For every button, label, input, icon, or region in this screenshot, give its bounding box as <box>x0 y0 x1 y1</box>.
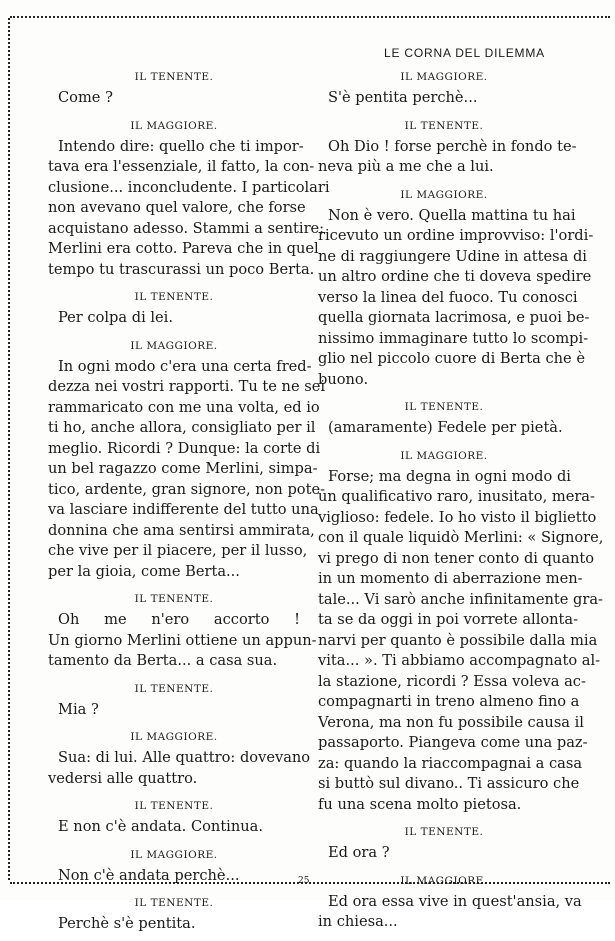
speaker-name: IL TENENTE. <box>134 682 214 695</box>
dialogue-line: in chiesa... <box>318 913 398 930</box>
speaker-name: IL TENENTE. <box>404 119 484 132</box>
dialogue-line: ricevuto un ordine improvviso: l'ordi- <box>318 227 594 244</box>
dialogue-line: fu una scena molto pietosa. <box>318 795 522 813</box>
dialogue-block <box>48 335 326 583</box>
dialogue-line: Non è vero. Quella mattina tu hai <box>328 206 576 224</box>
dialogue-line: tava era l'essenziale, il fatto, la con- <box>48 158 315 175</box>
dialogue-line: tale... Vi sarò anche infinitamente gra- <box>318 590 603 608</box>
dialogue-line: E non c'è andata. Continua. <box>58 818 263 835</box>
dialogue-line: donnina che ama sentirsi ammirata, <box>48 521 315 539</box>
dialogue-block <box>318 115 577 178</box>
speaker-name: IL MAGGIORE. <box>130 731 218 743</box>
dialogue-block <box>48 892 300 935</box>
dialogue-line: va lasciare indifferente del tutto una <box>48 501 319 518</box>
speaker-name: IL MAGGIORE. <box>400 874 488 887</box>
dialogue-block <box>48 726 311 789</box>
dialogue-block <box>48 66 300 109</box>
dialogue-line: clusione... inconcludente. I particolari <box>48 178 330 196</box>
running-title: LE CORNA DEL DILEMMA <box>384 46 545 60</box>
dialogue-line: dezza nei vostri rapporti. Tu te ne sei <box>48 378 326 395</box>
dialogue-line: neva più a me che a lui. <box>318 158 494 175</box>
dialogue-line: Intendo dire: quello che ti impor- <box>58 137 304 155</box>
dialogue-block <box>318 821 570 864</box>
dialogue-line: narvi per quanto è possibile dalla mia <box>318 631 598 649</box>
dialogue-line: Oh me n'ero accorto ! <box>58 611 300 628</box>
dotted-border-left <box>8 18 10 880</box>
speaker-name: IL TENENTE. <box>134 800 214 812</box>
dialogue-line: Ed ora ? <box>328 844 390 861</box>
dialogue-line: Un giorno Merlini ottiene un appun- <box>48 631 317 649</box>
dialogue-line: in un momento di aberrazione men- <box>318 570 583 587</box>
dialogue-line: (amaramente) Fedele per pietà. <box>328 419 563 436</box>
dialogue-block <box>318 66 570 109</box>
speaker-name: IL MAGGIORE. <box>130 339 218 352</box>
dialogue-block <box>48 286 300 329</box>
speaker-name: IL TENENTE. <box>404 826 484 838</box>
dialogue-block <box>318 396 570 439</box>
dialogue-line: un bel ragazzo come Merlini, simpa- <box>48 460 318 477</box>
dialogue-line: non avevano quel valore, che forse <box>48 199 306 216</box>
dialogue-line: vedersi alle quattro. <box>48 769 198 787</box>
dialogue-line: Ed ora essa vive in quest'ansia, va <box>328 892 582 910</box>
speaker-name: IL TENENTE. <box>134 897 214 909</box>
dialogue-line: Per colpa di lei. <box>58 309 173 326</box>
dialogue-line: un altro ordine che ti doveva spedire <box>318 268 592 285</box>
dialogue-line: glio nel piccolo cuore di Berta che è <box>318 350 585 367</box>
dialogue-block <box>318 870 582 933</box>
dialogue-line: vita... ». Ti abbiamo accompagnato al- <box>318 652 601 669</box>
dialogue-line: In ogni modo c'era una certa fred- <box>58 357 312 375</box>
dialogue-block <box>48 115 330 281</box>
dialogue-line: passaporto. Piangeva come una paz- <box>318 734 588 751</box>
speaker-name: IL TENENTE. <box>404 401 484 413</box>
dialogue-line: un qualificativo raro, inusitato, mera- <box>318 488 595 505</box>
dialogue-line: Forse; ma degna in ogni modo di <box>328 467 571 485</box>
dotted-border-top <box>10 16 610 18</box>
dialogue-line: tico, ardente, gran signore, non pote- <box>48 480 326 498</box>
dialogue-block <box>48 588 317 672</box>
dialogue-line: compagnarti in treno almeno fino a <box>318 693 580 710</box>
speaker-name: IL TENENTE. <box>134 593 214 605</box>
dialogue-line: meglio. Ricordi ? Dunque: la corte di <box>48 439 321 457</box>
dialogue-line: quella giornata lacrimosa, e puoi be- <box>318 309 590 326</box>
dialogue-line: ta se da oggi in poi vorrete allonta- <box>318 611 579 628</box>
dialogue-block <box>48 844 300 887</box>
right-column <box>318 66 604 939</box>
dialogue-line: Oh Dio ! forse perchè in fondo te- <box>328 137 577 155</box>
dialogue-block <box>318 184 594 391</box>
speaker-name: IL TENENTE. <box>134 71 214 83</box>
dialogue-line: rammaricato con me una volta, ed io <box>48 398 320 416</box>
dialogue-block <box>48 678 300 721</box>
dialogue-line: Sua: di lui. Alle quattro: dovevano <box>58 749 311 766</box>
dialogue-line: ti ho, anche allora, consigliato per il <box>48 419 316 436</box>
dialogue-line: tempo tu trascurassi un poco Berta. <box>48 260 315 278</box>
dialogue-line: Merlini era cotto. Pareva che in quel <box>48 240 319 257</box>
dialogue-line: Perchè s'è pentita. <box>58 915 196 932</box>
dialogue-line: Come ? <box>58 89 113 106</box>
dialogue-line: che vive per il piacere, per il lusso, <box>48 542 308 559</box>
speaker-name: IL TENENTE. <box>134 291 214 303</box>
dialogue-line: S'è pentita perchè... <box>328 89 478 106</box>
dialogue-line: la stazione, ricordi ? Essa voleva ac- <box>318 672 586 690</box>
dialogue-line: verso la linea del fuoco. Tu conosci <box>318 288 578 306</box>
dialogue-block <box>48 795 300 838</box>
speaker-name: IL MAGGIORE. <box>130 848 218 861</box>
speaker-name: IL MAGGIORE. <box>400 449 488 462</box>
dialogue-line: nissimo immaginare tutto lo scompi- <box>318 329 589 347</box>
speaker-name: IL MAGGIORE. <box>400 188 488 201</box>
dialogue-line: ne di raggiungere Udine in attesa di <box>318 247 587 265</box>
page-number: 25 <box>298 876 310 886</box>
speaker-name: IL MAGGIORE. <box>130 119 218 132</box>
dialogue-line: viglioso: fedele. Io ho visto il biglietto <box>318 508 597 526</box>
dialogue-line: vi prego di non tener conto di quanto <box>318 549 595 567</box>
dialogue-line: con il quale liquidò Merlini: « Signore, <box>318 529 604 546</box>
dialogue-line: acquistano adesso. Stammi a sentire: <box>48 219 325 237</box>
dialogue-line: Verona, ma non fu possibile causa il <box>318 713 584 731</box>
dialogue-block <box>318 445 604 816</box>
dialogue-line: za: quando la riaccompagnai a casa <box>318 754 583 772</box>
dialogue-line: tamento da Berta... a casa sua. <box>48 652 278 669</box>
dialogue-line: Mia ? <box>58 700 99 718</box>
dialogue-line: buono. <box>318 370 369 388</box>
speaker-name: IL MAGGIORE. <box>400 71 488 83</box>
dialogue-line: per la gioia, come Berta... <box>48 562 240 580</box>
dialogue-line: si buttò sul divano.. Ti assicuro che <box>318 775 580 792</box>
dialogue-line: Non c'è andata perchè... <box>58 866 240 884</box>
